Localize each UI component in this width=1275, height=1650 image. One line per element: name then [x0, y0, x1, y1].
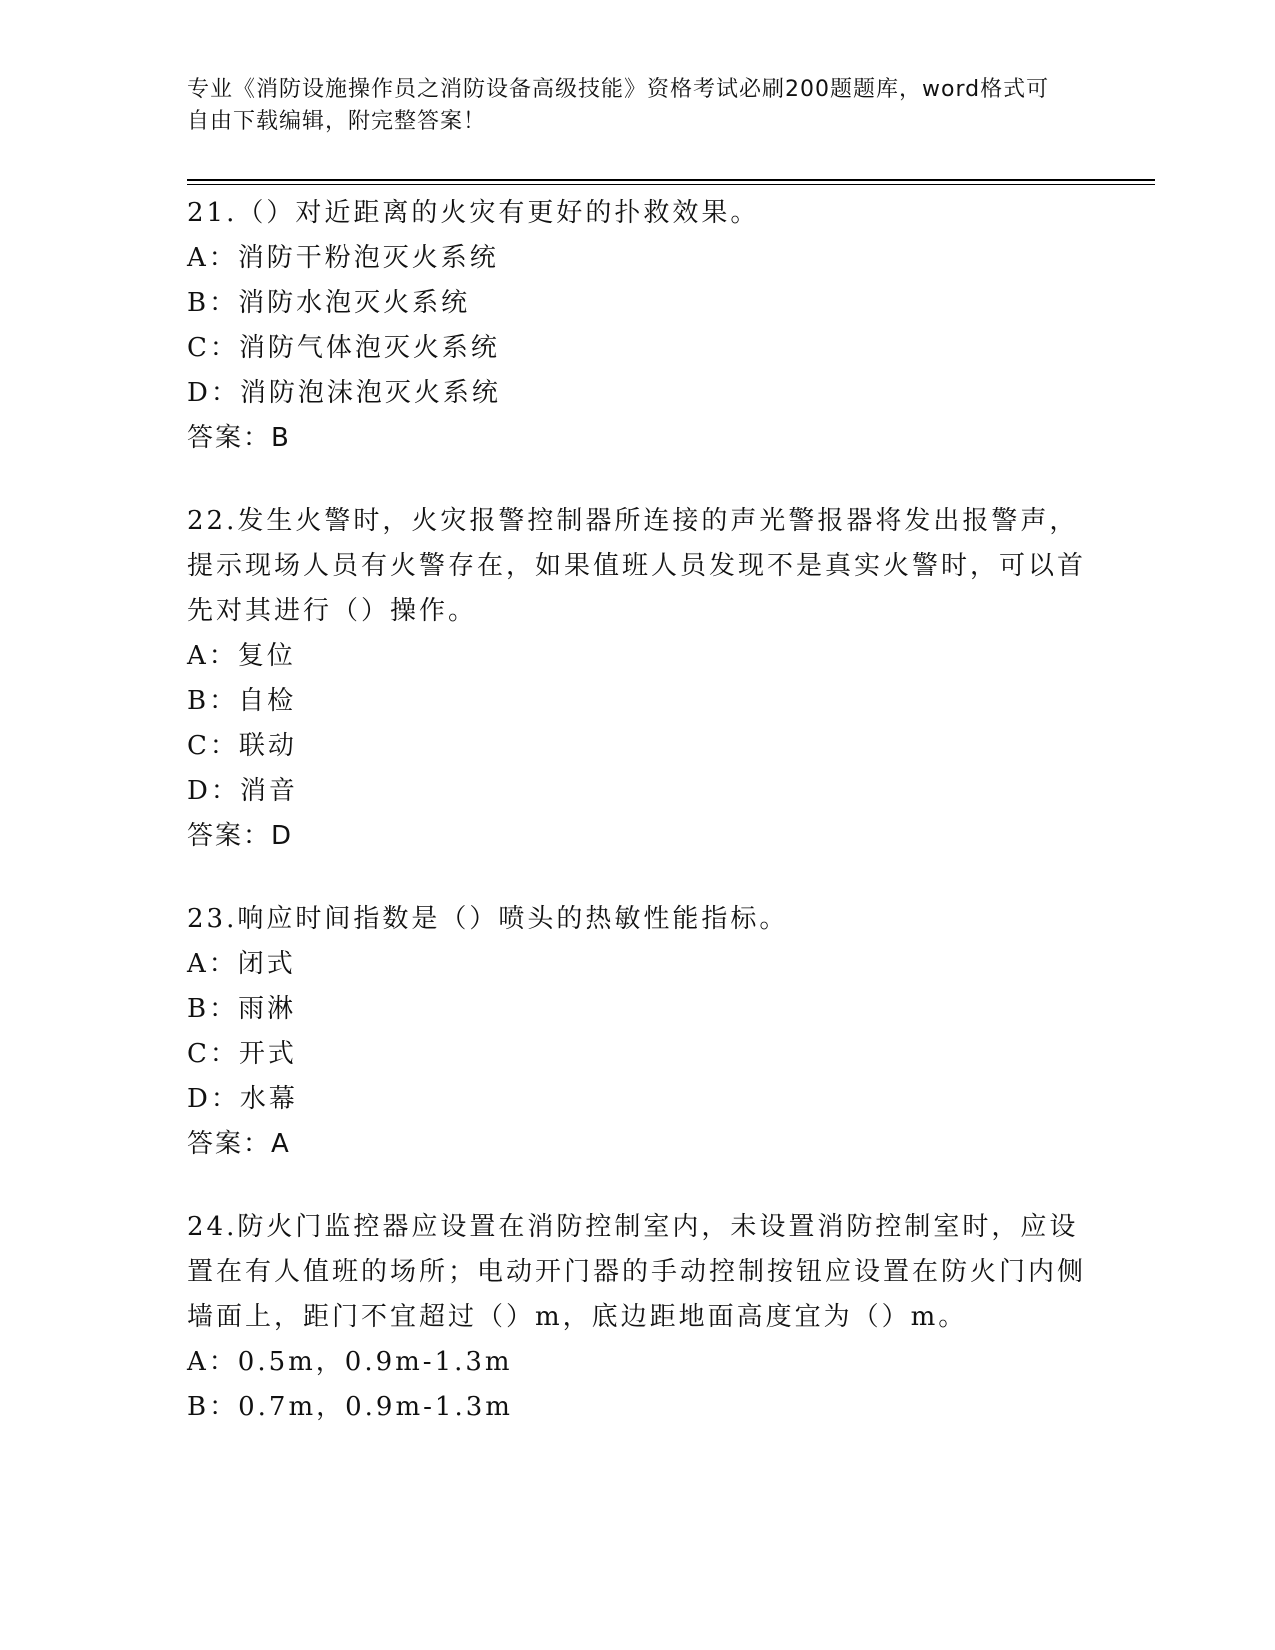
answer-line: 答案：A [187, 1129, 291, 1159]
question-stem: 24.防火门监控器应设置在消防控制室内，未设置消防控制室时，应设置在有人值班的场所；电动开门器的手动控制按钮应设置在防火门内侧墙面上，距门不宜超过（）m，底边距地面高度宜为（）m。 [187, 1212, 1087, 1332]
question-24 [187, 1205, 1087, 1430]
option-b: B：消防水泡灭火系统 [187, 288, 471, 318]
option-a: A：0.5m，0.9m-1.3m [187, 1347, 513, 1377]
option-a: A：闭式 [187, 949, 296, 979]
option-c: C：开式 [187, 1039, 297, 1069]
question-22 [187, 499, 1087, 859]
question-21 [187, 191, 1087, 461]
option-b: B：0.7m，0.9m-1.3m [187, 1392, 513, 1422]
option-d: D：消防泡沫泡灭火系统 [187, 378, 501, 408]
answer-line: 答案：B [187, 423, 291, 453]
question-stem: 21.（）对近距离的火灾有更好的扑救效果。 [187, 198, 760, 228]
option-d: D：消音 [187, 776, 298, 806]
question-stem: 23.响应时间指数是（）喷头的热敏性能指标。 [187, 904, 789, 934]
option-a: A：复位 [187, 641, 296, 671]
option-b: B：雨淋 [187, 994, 297, 1024]
option-b: B：自检 [187, 686, 297, 716]
header-rule-thick [187, 179, 1155, 181]
question-list [187, 191, 1087, 1468]
option-a: A：消防干粉泡灭火系统 [187, 243, 499, 273]
option-c: C：消防气体泡灭火系统 [187, 333, 500, 363]
answer-line: 答案：D [187, 821, 294, 851]
document-header: 专业《消防设施操作员之消防设备高级技能》资格考试必刷200题题库，word格式可自由下载编辑，附完整答案！ [187, 77, 1050, 134]
option-c: C：联动 [187, 731, 297, 761]
question-stem: 22.发生火警时，火灾报警控制器所连接的声光警报器将发出报警声，提示现场人员有火警存在，如果值班人员发现不是真实火警时，可以首先对其进行（）操作。 [187, 506, 1087, 626]
header-rule-thin [187, 184, 1155, 185]
question-23 [187, 897, 1087, 1167]
option-d: D：水幕 [187, 1084, 298, 1114]
